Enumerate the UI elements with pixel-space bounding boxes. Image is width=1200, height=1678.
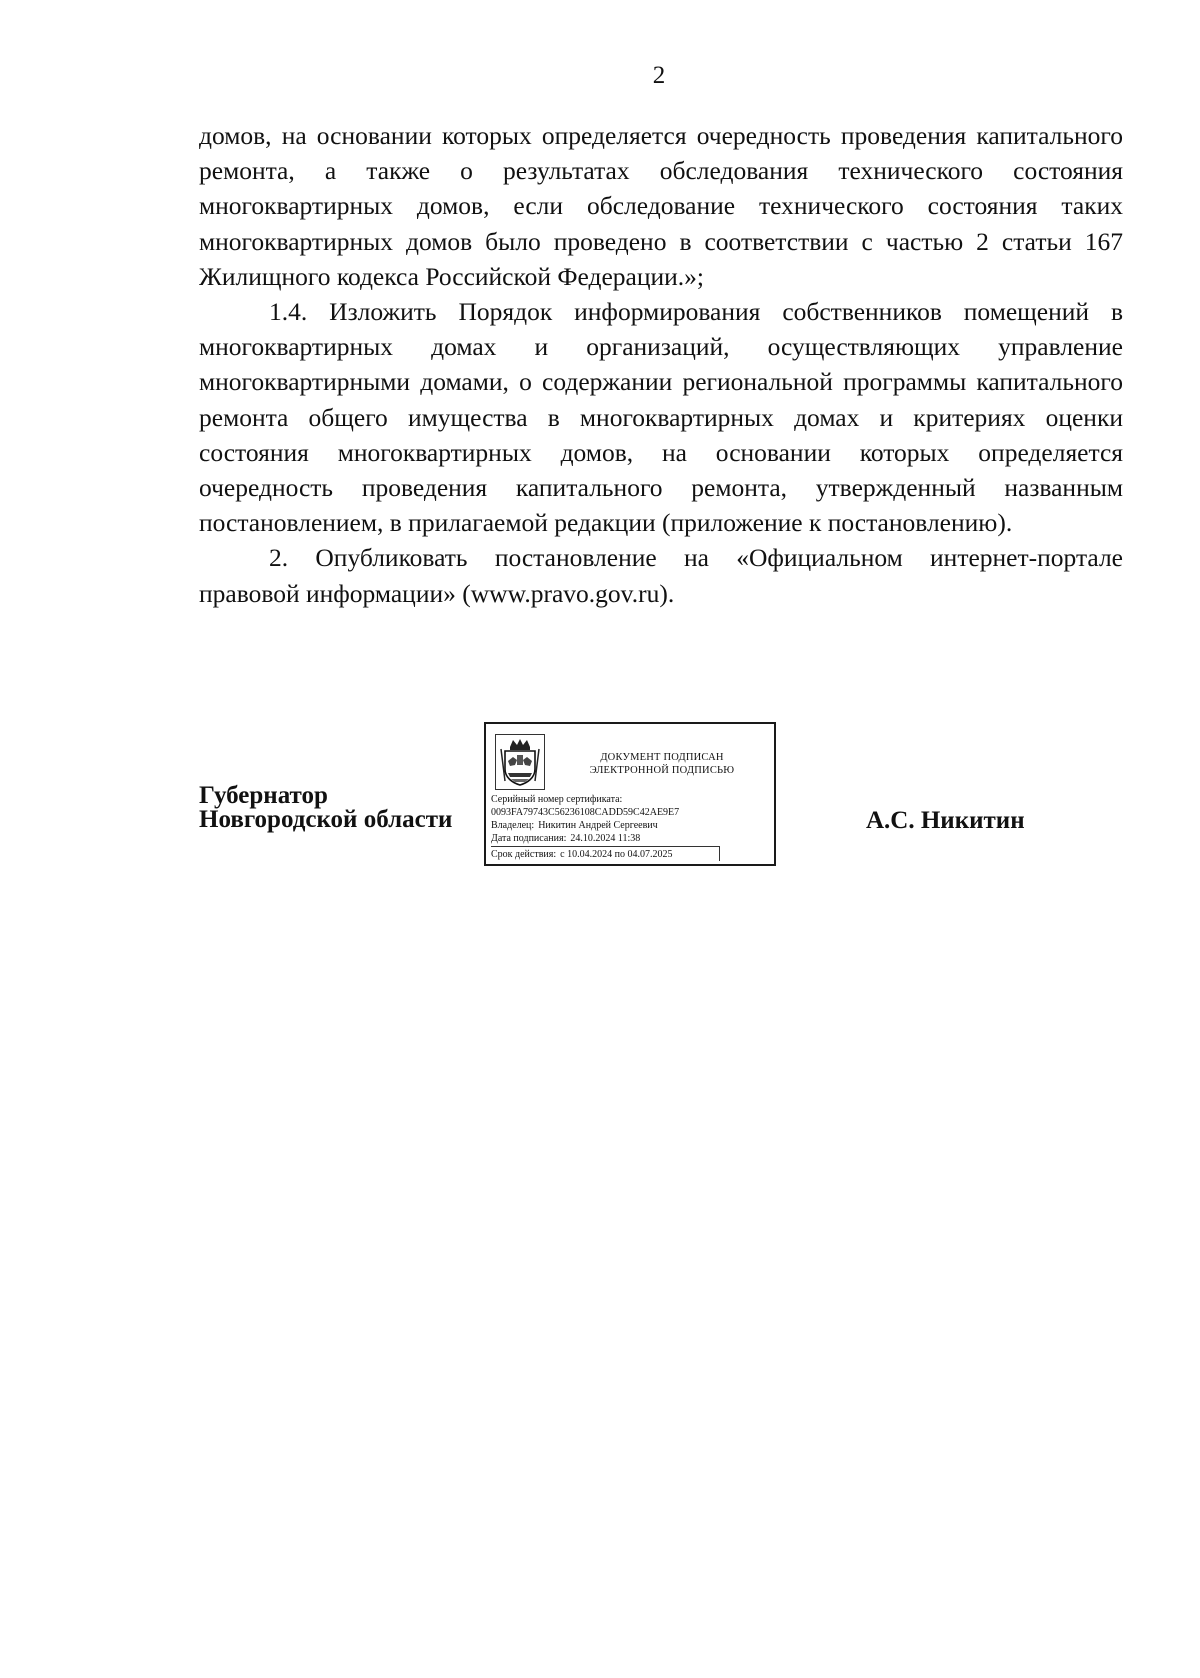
- paragraph-continuation: домов, на основании которых определяется очередность проведения капитального ремонта, а также о результатах обследования технического состояния многоквартирных домов, если обследование технического состояния таких многоквартирных домов было проведено в соответствии с частью 2 статьи 167 Жилищного кодекса Российской Федерации.»;: [199, 121, 1123, 291]
- page-number: 2: [652, 62, 666, 89]
- certificate-serial-label-row: [491, 793, 775, 806]
- signer-position: [199, 784, 452, 832]
- certificate-owner-label: Владелец:: [491, 820, 535, 831]
- validity-period-label: Срок действия:: [491, 849, 557, 860]
- body-text: [199, 118, 1123, 611]
- signing-date-value: 24.10.2024 11:38: [570, 833, 641, 844]
- signer-position-line-2: Новгородской области: [199, 806, 453, 833]
- validity-period-value: с 10.04.2024 по 04.07.2025: [560, 849, 673, 860]
- signer-position-line-1: Губернатор: [199, 782, 328, 809]
- signature-block: [0, 722, 1200, 872]
- certificate-owner-value: Никитин Андрей Сергеевич: [538, 820, 658, 831]
- signing-date-row: [491, 832, 775, 845]
- signing-date-label: Дата подписания:: [491, 833, 567, 844]
- certificate-serial-value-row: [491, 806, 775, 819]
- validity-period-row: [491, 846, 720, 861]
- coat-of-arms-icon: [495, 734, 545, 790]
- signer-name: А.С. Никитин: [866, 807, 1025, 834]
- paragraph-item-1-4: 1.4. Изложить Порядок информирования собственников помещений в многоквартирных домах и организаций, осуществляющих управление многоквартирными домами, о содержании региональной программы капитального ремонта общего имущества в многоквартирных домах и критериях оценки состояния многоквартирных домов, на основании которых определяется очередность проведения капитального ремонта, утвержденный названным постановлением, в прилагаемой редакции (приложение к постановлению).: [199, 297, 1123, 538]
- certificate-serial-label: Серийный номер сертификата:: [491, 794, 623, 805]
- stamp-details: [491, 793, 775, 861]
- certificate-serial-value: 0093FA79743C56236108CADD59C42AE9E7: [491, 807, 680, 818]
- electronic-signature-stamp: [484, 722, 776, 866]
- certificate-owner-row: [491, 819, 775, 832]
- stamp-title-line-1: ДОКУМЕНТ ПОДПИСАН: [600, 752, 724, 763]
- stamp-title-line-2: ЭЛЕКТРОННОЙ ПОДПИСЬЮ: [589, 765, 735, 776]
- stamp-title: [556, 751, 768, 777]
- paragraph-item-2: 2. Опубликовать постановление на «Официальном интернет-портале правовой информации» (www.pravo.gov.ru).: [199, 543, 1123, 608]
- coat-of-arms-icon-graphic: [498, 737, 542, 787]
